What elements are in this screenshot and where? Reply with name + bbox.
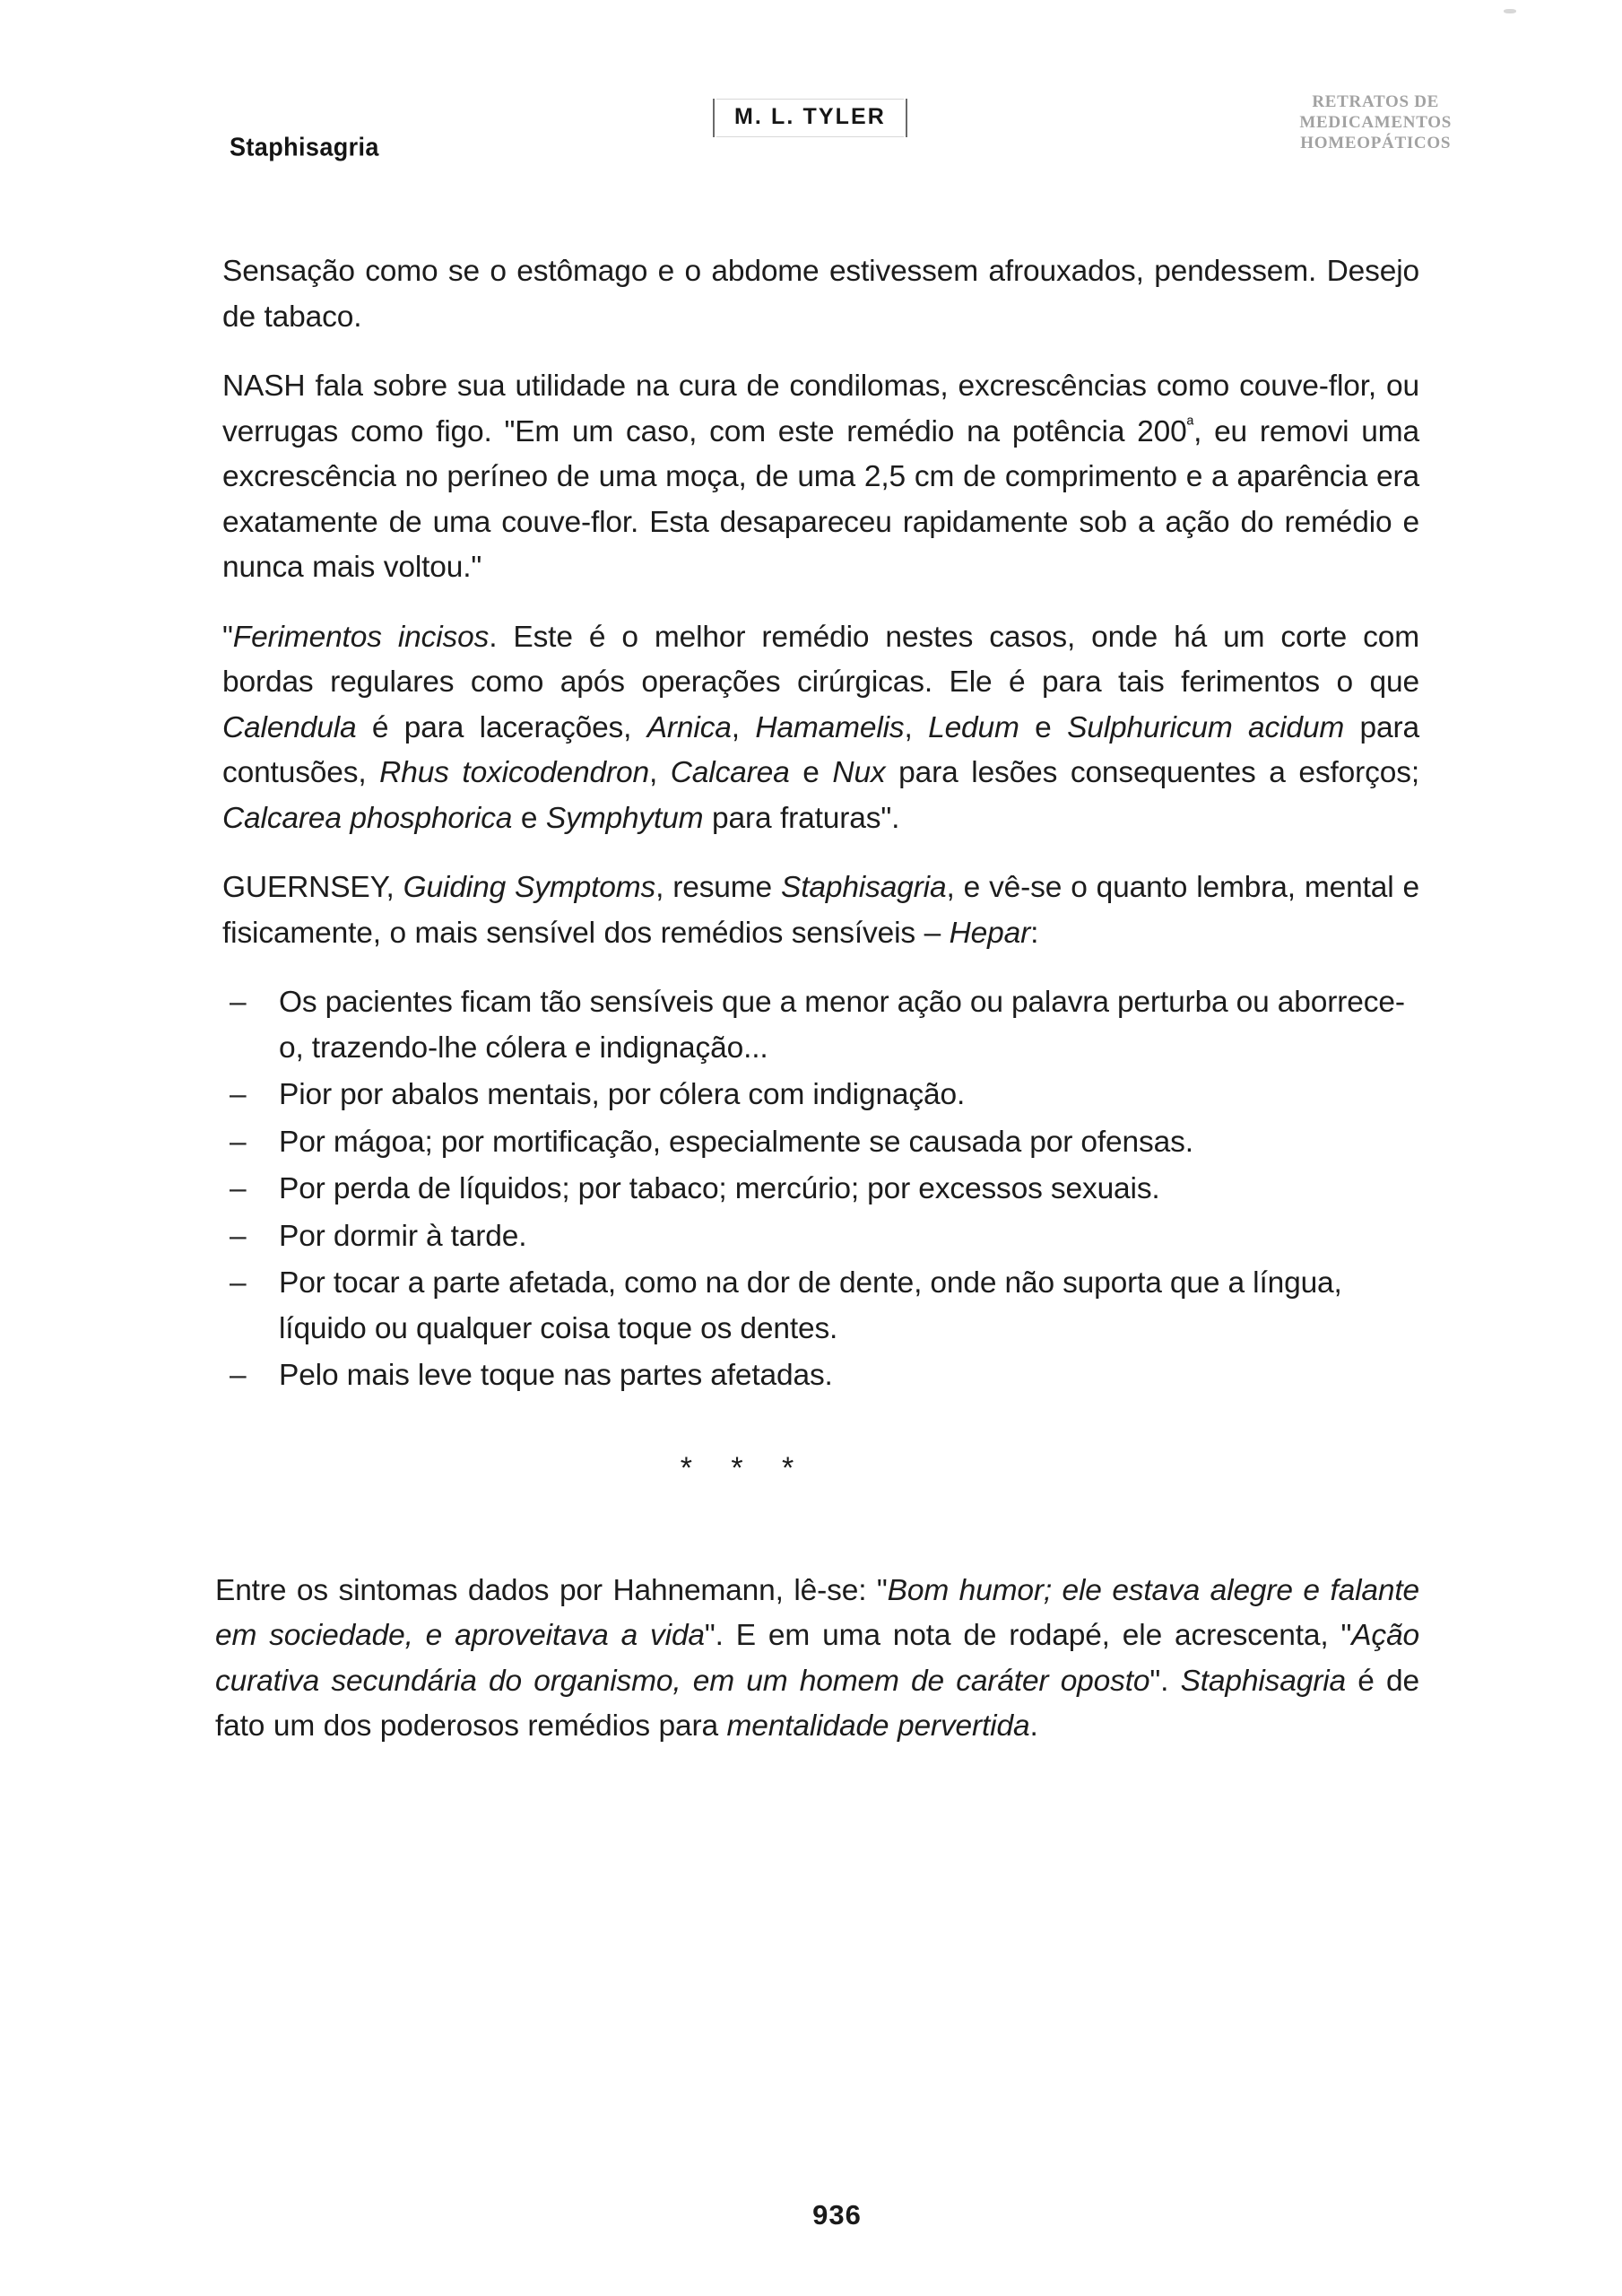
remedy-calendula: Calendula	[222, 710, 357, 744]
potency-ordinal-marker: ª	[1186, 413, 1194, 435]
paragraph-nash-text-b: , eu removi uma excrescência no períneo de uma moça, de uma 2,5 cm de comprimento e a aparência era exatamente de uma couve-flor. Esta desapareceu rapidamente sob a ação do remédio e nunca mais voltou."	[222, 414, 1419, 584]
dash-bullet-icon: –	[230, 1125, 247, 1159]
closing-text-4: é de fato um dos poderosos remédios para	[215, 1664, 1419, 1743]
closing-text-2: ". E em uma nota de rodapé, ele acrescenta, "	[704, 1619, 1352, 1652]
remedy-hamamelis: Hamamelis	[755, 710, 905, 744]
remedy-staphisagria: Staphisagria	[781, 871, 947, 904]
closing-text-1: Entre os sintomas dados por Hahnemann, lê-se: "	[215, 1573, 888, 1607]
paragraph-sensacao	[222, 249, 1419, 340]
page-number: 936	[812, 2199, 862, 2231]
ferimentos-text-6: para contusões,	[222, 710, 1419, 789]
closing-block	[215, 1569, 1419, 1750]
dash-bullet-icon: –	[230, 1219, 247, 1253]
list-item	[222, 1214, 1419, 1260]
ferimentos-text-3: ,	[731, 710, 756, 744]
quote-bom-humor: Bom humor; ele estava alegre e falante em sociedade, e aproveitava a vida	[215, 1573, 1419, 1652]
list-item	[222, 1353, 1419, 1399]
symptom-list	[222, 980, 1419, 1399]
ferimentos-text-11: para fraturas".	[703, 801, 900, 835]
ferimentos-text-9: para lesões consequentes a esforços;	[885, 756, 1419, 789]
remedy-nux: Nux	[832, 756, 886, 789]
quote-acao-curativa: Ação curativa secundária do organismo, em um homem de caráter oposto	[215, 1619, 1419, 1698]
guernsey-text-1: GUERNSEY,	[222, 871, 403, 904]
list-item	[222, 980, 1419, 1071]
paragraph-nash-text-a: NASH fala sobre sua utilidade na cura de condilomas, excrescências como couve-flor, ou verrugas como figo. "Em um caso, com este remédio na potência 200	[222, 370, 1419, 448]
dash-bullet-icon: –	[230, 986, 247, 1019]
list-item	[222, 1120, 1419, 1166]
dash-bullet-icon: –	[230, 1078, 247, 1111]
remedy-staphisagria-closing: Staphisagria	[1180, 1664, 1346, 1698]
guernsey-text-2: , resume	[655, 871, 782, 904]
list-item-label: Pelo mais leve toque nas partes afetadas.	[279, 1359, 833, 1392]
paragraph-ferimentos-incisos	[222, 615, 1419, 842]
dash-bullet-icon: –	[230, 1266, 247, 1300]
ferimentos-text-7: ,	[648, 756, 671, 789]
list-item-label: Por mágoa; por mortificação, especialmente se causada por ofensas.	[279, 1125, 1193, 1159]
term-mentalidade-pervertida: mentalidade pervertida	[726, 1709, 1030, 1743]
paragraph-guernsey	[222, 865, 1419, 956]
section-separator: * * *	[680, 1450, 810, 1485]
dash-bullet-icon: –	[230, 1172, 247, 1205]
ferimentos-text-2: é para lacerações,	[356, 710, 647, 744]
guernsey-text-4: :	[1030, 916, 1039, 950]
dash-bullet-icon: –	[230, 1359, 247, 1392]
remedy-arnica: Arnica	[646, 710, 732, 744]
term-ferimentos-incisos: Ferimentos incisos	[232, 620, 490, 654]
ferimentos-text-5: e	[1019, 710, 1068, 744]
running-head-series	[1299, 91, 1452, 153]
list-item	[222, 1073, 1419, 1118]
ferimentos-text-1: . Este é o melhor remédio nestes casos, onde há um corte com bordas regulares como após operações cirúrgicas. Ele é para tais ferimentos o que	[222, 620, 1419, 699]
remedy-calcarea-phosphorica: Calcarea phosphorica	[222, 801, 513, 835]
quote-open: "	[222, 620, 233, 654]
running-head-remedy-title: Staphisagria	[230, 133, 379, 161]
remedy-ledum: Ledum	[928, 710, 1019, 744]
remedy-sulphuricum-acidum: Sulphuricum acidum	[1067, 710, 1345, 744]
running-head	[224, 92, 1452, 179]
ferimentos-text-8: e	[789, 756, 833, 789]
ferimentos-text-10: e	[512, 801, 546, 835]
remedy-rhus-toxicodendron: Rhus toxicodendron	[379, 756, 649, 789]
page-content	[215, 249, 1419, 1774]
list-item	[222, 1167, 1419, 1213]
list-item-label: Pior por abalos mentais, por cólera com indignação.	[279, 1078, 966, 1111]
closing-text-3: ".	[1149, 1664, 1181, 1698]
remedy-calcarea: Calcarea	[670, 756, 790, 789]
running-head-author: M. L. TYLER	[713, 99, 907, 137]
list-item-label: Por dormir à tarde.	[279, 1219, 527, 1253]
paragraph-sensacao-text: Sensação como se o estômago e o abdome estivessem afrouxados, pendessem. Desejo de tabaco.	[222, 255, 1419, 334]
paragraph-nash	[222, 364, 1419, 591]
guernsey-text-3: , e vê-se o quanto lembra, mental e fisicamente, o mais sensível dos remédios sensíveis –	[222, 871, 1419, 950]
series-line-2: MEDICAMENTOS	[1299, 113, 1452, 132]
list-item-label: Os pacientes ficam tão sensíveis que a menor ação ou palavra perturba ou aborrece-o, trazendo-lhe cólera e indignação...	[279, 986, 1405, 1065]
list-item-label: Por tocar a parte afetada, como na dor de dente, onde não suporta que a língua, líquido ou qualquer coisa toque os dentes.	[279, 1266, 1342, 1345]
list-item	[222, 1261, 1419, 1352]
paragraph-hahnemann	[215, 1569, 1419, 1750]
closing-text-5: .	[1029, 1709, 1038, 1743]
list-item-label: Por perda de líquidos; por tabaco; mercúrio; por excessos sexuais.	[279, 1172, 1160, 1205]
series-line-1: RETRATOS DE	[1312, 92, 1440, 111]
remedy-hepar: Hepar	[949, 916, 1031, 950]
scan-artifact	[1504, 9, 1516, 13]
remedy-symphytum: Symphytum	[545, 801, 704, 835]
book-guiding-symptoms: Guiding Symptoms	[403, 871, 656, 904]
series-line-3: HOMEOPÁTICOS	[1300, 134, 1452, 152]
ferimentos-text-4: ,	[904, 710, 929, 744]
